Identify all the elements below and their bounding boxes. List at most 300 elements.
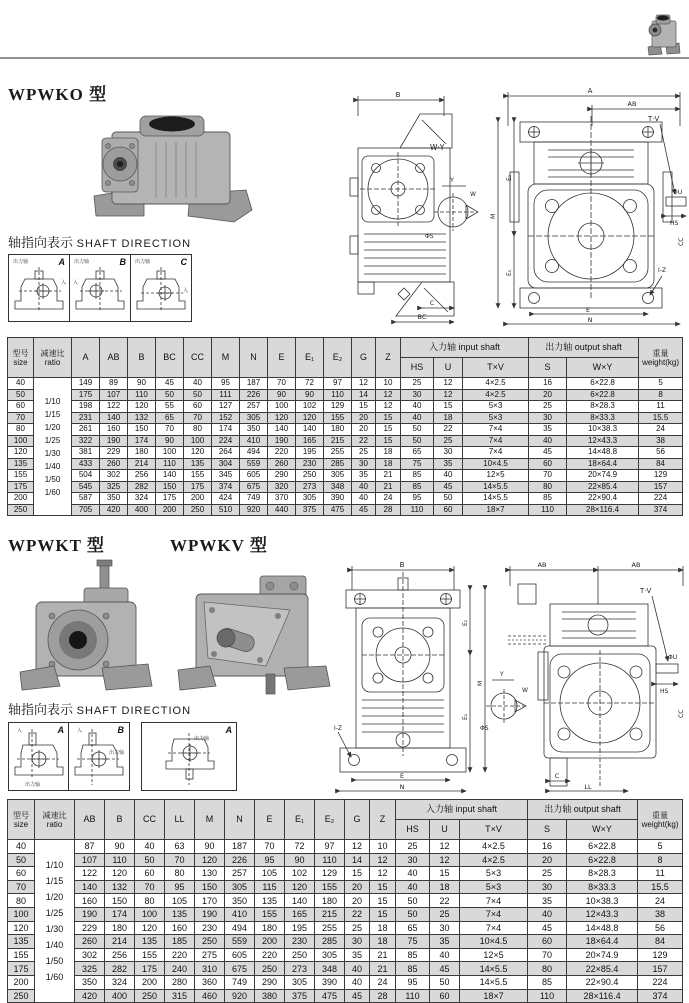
value-cell: 8×28.3 xyxy=(567,867,638,881)
value-cell: 11 xyxy=(638,867,683,881)
size-cell: 60 xyxy=(8,867,35,881)
value-cell: 40 xyxy=(434,470,463,482)
value-cell: 310 xyxy=(195,962,225,976)
col-header-WxY: W×Y xyxy=(567,358,639,378)
value-cell: 187 xyxy=(225,840,255,854)
col-header-Z: Z xyxy=(376,338,401,378)
value-cell: 40 xyxy=(430,948,460,962)
value-cell: 200 xyxy=(184,493,212,505)
value-cell: 545 xyxy=(72,481,100,493)
value-cell: 110 xyxy=(528,989,567,1003)
section-title-wpwkt: WPWKT 型 xyxy=(8,536,105,555)
value-cell: 65 xyxy=(401,447,434,459)
value-cell: 60 xyxy=(135,867,165,881)
value-cell: 231 xyxy=(72,412,100,424)
value-cell: 18 xyxy=(376,458,401,470)
value-cell: 30 xyxy=(529,412,567,424)
value-cell: 305 xyxy=(324,470,352,482)
value-cell: 100 xyxy=(268,401,296,413)
value-cell: 220 xyxy=(268,447,296,459)
value-cell: 160 xyxy=(75,894,105,908)
value-cell: 305 xyxy=(285,975,315,989)
value-cell: 250 xyxy=(285,948,315,962)
table-row xyxy=(8,470,683,482)
col-header-M: M xyxy=(195,800,225,840)
value-cell: 120 xyxy=(268,412,296,424)
shaft-direction-cell-b: 出力轴 B 入 xyxy=(70,255,131,321)
value-cell: 50 xyxy=(396,907,430,921)
value-cell: 110 xyxy=(315,853,345,867)
dim-label-a: A xyxy=(587,87,593,95)
value-cell: 157 xyxy=(638,962,683,976)
value-cell: 56 xyxy=(638,921,683,935)
dim-label-m: M xyxy=(477,680,484,686)
value-cell: 273 xyxy=(285,962,315,976)
dim-label-m: M xyxy=(490,213,497,219)
value-cell: 120 xyxy=(135,921,165,935)
value-cell: 920 xyxy=(240,504,268,516)
table-row xyxy=(8,840,683,854)
shaft-direction-title-2: 轴指向表示 SHAFT DIRECTION xyxy=(8,702,192,717)
value-cell: 102 xyxy=(296,401,324,413)
value-cell: 45 xyxy=(529,447,567,459)
value-cell: 120 xyxy=(184,447,212,459)
value-cell: 6×22.8 xyxy=(567,853,638,867)
value-cell: 224 xyxy=(638,975,683,989)
value-cell: 135 xyxy=(184,458,212,470)
value-cell: 25 xyxy=(352,447,376,459)
value-cell: 302 xyxy=(75,948,105,962)
col-header-weight: 重量 weight(kg) xyxy=(638,800,683,840)
value-cell: 85 xyxy=(401,481,434,493)
value-cell: 165 xyxy=(285,907,315,921)
value-cell: 257 xyxy=(225,867,255,881)
value-cell: 90 xyxy=(156,435,184,447)
value-cell: 50 xyxy=(434,493,463,505)
value-cell: 90 xyxy=(105,840,135,854)
value-cell: 157 xyxy=(639,481,683,493)
col-header-S: S xyxy=(528,820,567,840)
value-cell: 14×5.5 xyxy=(463,481,529,493)
value-cell: 170 xyxy=(195,894,225,908)
value-cell: 129 xyxy=(315,867,345,881)
col-header-E2: E₂ xyxy=(324,338,352,378)
value-cell: 290 xyxy=(255,975,285,989)
dim-label-c: C xyxy=(554,772,560,780)
value-cell: 224 xyxy=(212,435,240,447)
value-cell: 152 xyxy=(212,412,240,424)
value-cell: 20 xyxy=(345,894,370,908)
col-header-TxV: T×V xyxy=(463,358,529,378)
size-cell: 155 xyxy=(8,470,34,482)
value-cell: 215 xyxy=(315,907,345,921)
value-cell: 190 xyxy=(195,907,225,921)
value-cell: 18×64.4 xyxy=(567,935,638,949)
value-cell: 28×116.4 xyxy=(567,504,639,516)
value-cell: 97 xyxy=(324,378,352,390)
value-cell: 111 xyxy=(212,389,240,401)
value-cell: 18 xyxy=(434,412,463,424)
wpwko-shaft-key-detail xyxy=(424,138,482,266)
value-cell: 494 xyxy=(240,447,268,459)
value-cell: 50 xyxy=(184,389,212,401)
value-cell: 175 xyxy=(135,962,165,976)
value-cell: 15 xyxy=(370,894,396,908)
shaft-direction-box-2a xyxy=(8,722,130,791)
value-cell: 132 xyxy=(105,880,135,894)
value-cell: 7×4 xyxy=(460,907,528,921)
wpwko-spec-table xyxy=(7,337,683,516)
value-cell: 275 xyxy=(195,948,225,962)
value-cell: 80 xyxy=(529,481,567,493)
value-cell: 10×4.5 xyxy=(463,458,529,470)
value-cell: 105 xyxy=(255,867,285,881)
value-cell: 22×85.4 xyxy=(567,962,638,976)
dim-label-c: C xyxy=(429,299,435,307)
wpwkt-product-photo xyxy=(14,558,154,698)
value-cell: 200 xyxy=(135,975,165,989)
col-header-size: 型号 size xyxy=(8,800,35,840)
table-row xyxy=(8,412,683,424)
value-cell: 127 xyxy=(212,401,240,413)
value-cell: 185 xyxy=(165,935,195,949)
value-cell: 110 xyxy=(324,389,352,401)
value-cell: 559 xyxy=(240,458,268,470)
value-cell: 160 xyxy=(165,921,195,935)
value-cell: 302 xyxy=(100,470,128,482)
value-cell: 7×4 xyxy=(460,894,528,908)
value-cell: 12×5 xyxy=(460,948,528,962)
value-cell: 5×3 xyxy=(463,412,529,424)
value-cell: 587 xyxy=(72,493,100,505)
col-header-U: U xyxy=(430,820,460,840)
size-cell: 250 xyxy=(8,989,35,1003)
value-cell: 120 xyxy=(285,880,315,894)
value-cell: 273 xyxy=(296,481,324,493)
value-cell: 198 xyxy=(72,401,100,413)
wpwkv-side-view-drawing xyxy=(478,560,689,794)
value-cell: 130 xyxy=(195,867,225,881)
value-cell: 215 xyxy=(324,435,352,447)
value-cell: 230 xyxy=(195,921,225,935)
value-cell: 8×33.3 xyxy=(567,412,639,424)
value-cell: 24 xyxy=(370,975,396,989)
dim-label-e1: E₁ xyxy=(462,713,469,720)
value-cell: 155 xyxy=(324,412,352,424)
value-cell: 240 xyxy=(165,962,195,976)
value-cell: 12 xyxy=(430,853,460,867)
value-cell: 8×28.3 xyxy=(567,401,639,413)
col-header-E1: E₁ xyxy=(296,338,324,378)
dim-label-iz: I-Z xyxy=(658,267,667,274)
shaft-direction-cell-a: 入 A 出力轴 xyxy=(9,723,69,790)
value-cell: 80 xyxy=(165,867,195,881)
col-header-weight: 重量 weight(kg) xyxy=(639,338,683,378)
value-cell: 80 xyxy=(184,424,212,436)
col-header-A: A xyxy=(72,338,100,378)
shaft-direction-cell-v-a: A 出力轴 xyxy=(142,723,236,790)
value-cell: 261 xyxy=(72,424,100,436)
value-cell: 290 xyxy=(268,470,296,482)
value-cell: 6×22.8 xyxy=(567,389,639,401)
value-cell: 8 xyxy=(639,389,683,401)
size-cell: 70 xyxy=(8,412,34,424)
value-cell: 21 xyxy=(370,962,396,976)
value-cell: 260 xyxy=(100,458,128,470)
col-header-TxV: T×V xyxy=(460,820,528,840)
size-cell: 250 xyxy=(8,504,34,516)
col-header-WxY: W×Y xyxy=(567,820,638,840)
wpwkv-product-photo xyxy=(168,558,333,698)
value-cell: 20 xyxy=(352,412,376,424)
col-header-HS: HS xyxy=(401,358,434,378)
value-cell: 4×2.5 xyxy=(460,840,528,854)
value-cell: 35 xyxy=(528,894,567,908)
value-cell: 282 xyxy=(128,481,156,493)
value-cell: 150 xyxy=(156,481,184,493)
dim-label-ab2: AB xyxy=(631,561,641,569)
size-cell: 80 xyxy=(8,894,35,908)
value-cell: 150 xyxy=(105,894,135,908)
value-cell: 70 xyxy=(184,412,212,424)
value-cell: 129 xyxy=(638,948,683,962)
size-cell: 175 xyxy=(8,962,35,976)
value-cell: 70 xyxy=(268,378,296,390)
value-cell: 60 xyxy=(434,504,463,516)
dim-label-e2: E₂ xyxy=(462,619,469,626)
value-cell: 229 xyxy=(100,447,128,459)
value-cell: 12×5 xyxy=(463,470,529,482)
dim-label-tv: T·V xyxy=(640,587,652,595)
size-cell: 120 xyxy=(8,447,34,459)
value-cell: 14×5.5 xyxy=(460,975,528,989)
value-cell: 65 xyxy=(156,412,184,424)
dim-label-hs: HS xyxy=(660,688,669,695)
value-cell: 348 xyxy=(324,481,352,493)
value-cell: 22×90.4 xyxy=(567,975,638,989)
value-cell: 749 xyxy=(240,493,268,505)
value-cell: 7×4 xyxy=(460,921,528,935)
col-header-ratio: 减速比 ratio xyxy=(35,800,75,840)
value-cell: 70 xyxy=(528,948,567,962)
value-cell: 115 xyxy=(255,880,285,894)
value-cell: 25 xyxy=(434,435,463,447)
header-divider xyxy=(0,57,689,59)
dim-label-e2: E₂ xyxy=(506,174,513,181)
table-row xyxy=(8,424,683,436)
value-cell: 410 xyxy=(225,907,255,921)
table-row xyxy=(8,504,683,516)
table-row xyxy=(8,921,683,935)
col-header-B: B xyxy=(105,800,135,840)
value-cell: 60 xyxy=(528,935,567,949)
col-group-input-shaft: 入力轴 input shaft xyxy=(396,800,528,820)
value-cell: 135 xyxy=(135,935,165,949)
value-cell: 70 xyxy=(165,853,195,867)
value-cell: 28 xyxy=(370,989,396,1003)
value-cell: 350 xyxy=(240,424,268,436)
size-cell: 50 xyxy=(8,853,35,867)
col-header-U: U xyxy=(434,358,463,378)
col-header-CC: CC xyxy=(135,800,165,840)
value-cell: 90 xyxy=(195,840,225,854)
value-cell: 7×4 xyxy=(463,424,529,436)
value-cell: 56 xyxy=(639,447,683,459)
value-cell: 250 xyxy=(296,470,324,482)
value-cell: 70 xyxy=(156,424,184,436)
value-cell: 140 xyxy=(75,880,105,894)
value-cell: 360 xyxy=(195,975,225,989)
value-cell: 325 xyxy=(75,962,105,976)
value-cell: 90 xyxy=(268,389,296,401)
value-cell: 122 xyxy=(100,401,128,413)
value-cell: 60 xyxy=(430,989,460,1003)
value-cell: 400 xyxy=(128,504,156,516)
value-cell: 155 xyxy=(255,907,285,921)
value-cell: 410 xyxy=(240,435,268,447)
value-cell: 180 xyxy=(255,921,285,935)
dim-label-bc: BC xyxy=(417,313,427,321)
value-cell: 390 xyxy=(324,493,352,505)
value-cell: 110 xyxy=(128,389,156,401)
value-cell: 605 xyxy=(225,948,255,962)
value-cell: 35 xyxy=(352,470,376,482)
dim-label-hs: HS xyxy=(670,220,679,227)
value-cell: 40 xyxy=(396,880,430,894)
value-cell: 255 xyxy=(324,447,352,459)
value-cell: 494 xyxy=(225,921,255,935)
dim-label-y: Y xyxy=(450,176,454,184)
value-cell: 20 xyxy=(352,424,376,436)
col-group-output-shaft: 出力轴 output shaft xyxy=(528,800,638,820)
value-cell: 6×22.8 xyxy=(567,840,638,854)
value-cell: 8×33.3 xyxy=(567,880,638,894)
col-header-HS: HS xyxy=(396,820,430,840)
value-cell: 60 xyxy=(529,458,567,470)
table-row xyxy=(8,880,683,894)
table-row xyxy=(8,401,683,413)
col-group-input-shaft: 入力轴 input shaft xyxy=(401,338,529,358)
section-title-wpwkv: WPWKV 型 xyxy=(170,536,268,555)
value-cell: 25 xyxy=(401,378,434,390)
value-cell: 38 xyxy=(638,907,683,921)
value-cell: 12×43.3 xyxy=(567,907,638,921)
value-cell: 20×74.9 xyxy=(567,948,638,962)
value-cell: 16 xyxy=(529,378,567,390)
value-cell: 100 xyxy=(156,447,184,459)
value-cell: 305 xyxy=(315,948,345,962)
size-cell: 60 xyxy=(8,401,34,413)
value-cell: 25 xyxy=(529,401,567,413)
value-cell: 229 xyxy=(75,921,105,935)
table-row xyxy=(8,894,683,908)
value-cell: 6×22.8 xyxy=(567,378,639,390)
value-cell: 95 xyxy=(396,975,430,989)
value-cell: 107 xyxy=(100,389,128,401)
value-cell: 95 xyxy=(212,378,240,390)
value-cell: 226 xyxy=(240,389,268,401)
size-cell: 200 xyxy=(8,493,34,505)
value-cell: 12×43.3 xyxy=(567,435,639,447)
value-cell: 150 xyxy=(128,424,156,436)
value-cell: 10 xyxy=(370,840,396,854)
dim-label-n: N xyxy=(399,783,405,791)
col-header-AB: AB xyxy=(75,800,105,840)
value-cell: 175 xyxy=(156,493,184,505)
value-cell: 25 xyxy=(396,840,430,854)
shaft-direction-title-1: 轴指向表示 SHAFT DIRECTION xyxy=(8,235,192,250)
value-cell: 84 xyxy=(638,935,683,949)
value-cell: 18×7 xyxy=(460,989,528,1003)
value-cell: 30 xyxy=(430,921,460,935)
value-cell: 18 xyxy=(370,921,396,935)
value-cell: 25 xyxy=(345,921,370,935)
col-header-E: E xyxy=(268,338,296,378)
value-cell: 180 xyxy=(128,447,156,459)
value-cell: 40 xyxy=(401,401,434,413)
value-cell: 90 xyxy=(128,378,156,390)
value-cell: 90 xyxy=(285,853,315,867)
col-header-BC: BC xyxy=(156,338,184,378)
dim-label-ab: AB xyxy=(537,561,547,569)
value-cell: 226 xyxy=(225,853,255,867)
value-cell: 257 xyxy=(240,401,268,413)
value-cell: 5×3 xyxy=(463,401,529,413)
value-cell: 4×2.5 xyxy=(463,378,529,390)
value-cell: 38 xyxy=(639,435,683,447)
value-cell: 12 xyxy=(430,840,460,854)
value-cell: 45 xyxy=(430,962,460,976)
table-row xyxy=(8,948,683,962)
value-cell: 375 xyxy=(296,504,324,516)
value-cell: 749 xyxy=(225,975,255,989)
value-cell: 35 xyxy=(434,458,463,470)
value-cell: 420 xyxy=(100,504,128,516)
table-row xyxy=(8,853,683,867)
col-header-Z: Z xyxy=(370,800,396,840)
value-cell: 15 xyxy=(430,867,460,881)
wpwko-table-body xyxy=(8,378,683,516)
value-cell: 155 xyxy=(135,948,165,962)
value-cell: 120 xyxy=(105,867,135,881)
col-header-size: 型号 size xyxy=(8,338,34,378)
dim-label-e: E xyxy=(399,772,405,780)
value-cell: 72 xyxy=(296,378,324,390)
value-cell: 460 xyxy=(195,989,225,1003)
value-cell: 105 xyxy=(165,894,195,908)
value-cell: 30 xyxy=(396,853,430,867)
value-cell: 70 xyxy=(255,840,285,854)
ratio-cell: 1/10 1/15 1/20 1/25 1/30 1/40 1/50 1/60 xyxy=(34,378,72,516)
value-cell: 155 xyxy=(315,880,345,894)
value-cell: 110 xyxy=(156,458,184,470)
value-cell: 40 xyxy=(352,493,376,505)
value-cell: 12 xyxy=(376,401,401,413)
wpwkt-wpwkv-table-body xyxy=(8,840,683,1003)
value-cell: 305 xyxy=(240,412,268,424)
value-cell: 100 xyxy=(184,435,212,447)
value-cell: 40 xyxy=(352,481,376,493)
value-cell: 28×116.4 xyxy=(567,989,638,1003)
value-cell: 381 xyxy=(72,447,100,459)
value-cell: 5 xyxy=(639,378,683,390)
value-cell: 324 xyxy=(105,975,135,989)
value-cell: 12 xyxy=(345,840,370,854)
value-cell: 14×5.5 xyxy=(463,493,529,505)
wpwkt-wpwkv-spec-table xyxy=(7,799,683,1003)
value-cell: 50 xyxy=(396,894,430,908)
table-row xyxy=(8,378,683,390)
